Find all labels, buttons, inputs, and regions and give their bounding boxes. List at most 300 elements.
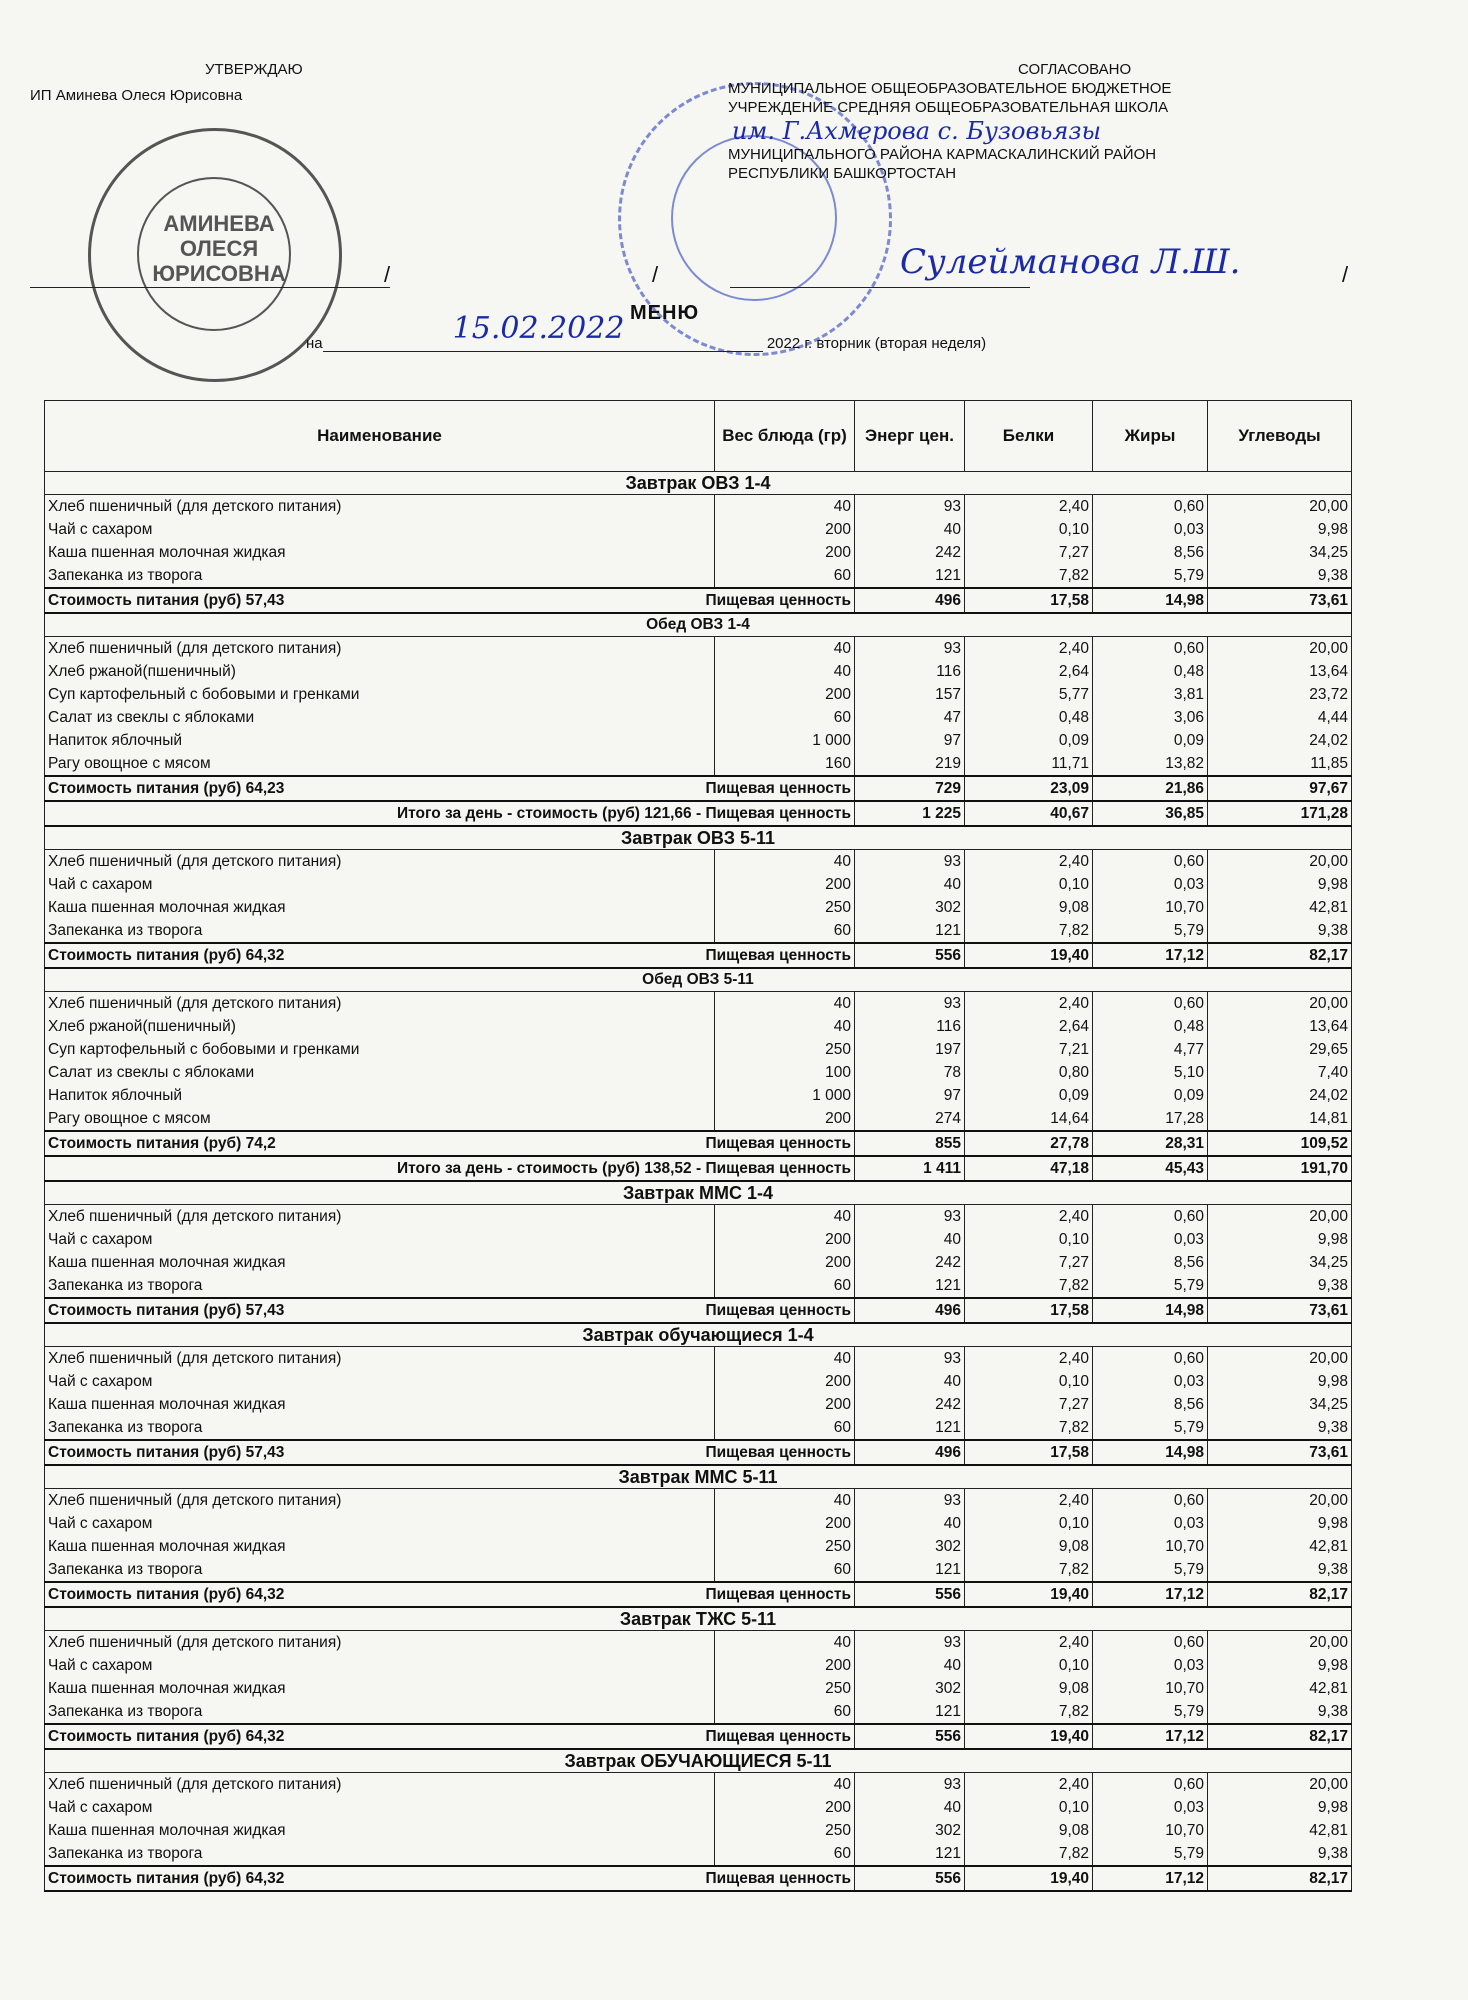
cell-value: 250 xyxy=(715,1535,855,1558)
col-header-energy: Энерг цен. xyxy=(855,401,965,472)
total-value: 17,58 xyxy=(965,1440,1093,1465)
nutrition-label: Пищевая ценность xyxy=(705,1443,851,1461)
cell-value: 60 xyxy=(715,1274,855,1298)
total-value: 17,12 xyxy=(1093,1582,1208,1607)
dish-name: Каша пшенная молочная жидкая xyxy=(45,1393,715,1416)
dish-name: Запеканка из творога xyxy=(45,564,715,588)
dish-name: Каша пшенная молочная жидкая xyxy=(45,896,715,919)
cell-value: 274 xyxy=(855,1107,965,1131)
cell-value: 60 xyxy=(715,1558,855,1582)
cell-value: 60 xyxy=(715,564,855,588)
cell-value: 200 xyxy=(715,1654,855,1677)
date-prefix: на xyxy=(306,335,323,352)
cell-value: 160 xyxy=(715,752,855,776)
cell-value: 40 xyxy=(715,992,855,1016)
table-row xyxy=(45,752,1352,776)
cell-value: 9,38 xyxy=(1208,1558,1352,1582)
cell-value: 1 000 xyxy=(715,1084,855,1107)
cell-value: 9,08 xyxy=(965,896,1093,919)
cell-value: 7,82 xyxy=(965,564,1093,588)
cell-value: 0,60 xyxy=(1093,850,1208,874)
signature: Сулейманова Л.Ш. xyxy=(900,242,1241,282)
cell-value: 40 xyxy=(715,495,855,519)
cell-value: 2,40 xyxy=(965,1631,1093,1655)
cell-value: 78 xyxy=(855,1061,965,1084)
cell-value: 9,38 xyxy=(1208,564,1352,588)
cell-value: 9,98 xyxy=(1208,518,1352,541)
cell-value: 7,27 xyxy=(965,1393,1093,1416)
nutrition-label: Пищевая ценность xyxy=(705,1134,851,1152)
cell-value: 0,60 xyxy=(1093,1347,1208,1371)
cell-value: 5,79 xyxy=(1093,919,1208,943)
cell-value: 0,10 xyxy=(965,518,1093,541)
cell-value: 7,27 xyxy=(965,541,1093,564)
dish-name: Напиток яблочный xyxy=(45,1084,715,1107)
cell-value: 0,60 xyxy=(1093,992,1208,1016)
cost-total-cell xyxy=(45,1131,855,1156)
day-total-value: 36,85 xyxy=(1093,801,1208,826)
cell-value: 9,38 xyxy=(1208,1416,1352,1440)
nutrition-label: Пищевая ценность xyxy=(705,591,851,609)
cell-value: 7,40 xyxy=(1208,1061,1352,1084)
cell-value: 40 xyxy=(715,1489,855,1513)
section-header-row xyxy=(45,1323,1352,1347)
cell-value: 5,79 xyxy=(1093,1558,1208,1582)
cell-value: 60 xyxy=(715,706,855,729)
cell-value: 11,71 xyxy=(965,752,1093,776)
cell-value: 7,82 xyxy=(965,1558,1093,1582)
dish-name: Каша пшенная молочная жидкая xyxy=(45,1251,715,1274)
cell-value: 2,64 xyxy=(965,1015,1093,1038)
table-row xyxy=(45,1393,1352,1416)
cell-value: 34,25 xyxy=(1208,1393,1352,1416)
cell-value: 116 xyxy=(855,660,965,683)
approve-title: УТВЕРЖДАЮ xyxy=(205,61,303,78)
date-suffix: 2022 г. вторник (вторая неделя) xyxy=(766,335,987,352)
dish-name: Суп картофельный с бобовыми и гренками xyxy=(45,1038,715,1061)
cell-value: 4,77 xyxy=(1093,1038,1208,1061)
agreed-line: МУНИЦИПАЛЬНОГО РАЙОНА КАРМАСКАЛИНСКИЙ РАЙОН xyxy=(728,146,1157,163)
agreed-line: УЧРЕЖДЕНИЕ СРЕДНЯЯ ОБЩЕОБРАЗОВАТЕЛЬНАЯ ШКОЛА xyxy=(728,99,1169,116)
cost-total-cell xyxy=(45,1866,855,1891)
cell-value: 200 xyxy=(715,1393,855,1416)
dish-name: Запеканка из творога xyxy=(45,1700,715,1724)
cell-value: 20,00 xyxy=(1208,992,1352,1016)
cell-value: 40 xyxy=(715,1631,855,1655)
cost-label: Стоимость питания (руб) 64,32 xyxy=(48,1585,285,1603)
day-total-value: 1 411 xyxy=(855,1156,965,1181)
table-row xyxy=(45,518,1352,541)
cell-value: 5,79 xyxy=(1093,564,1208,588)
cell-value: 7,82 xyxy=(965,1842,1093,1866)
table-row xyxy=(45,896,1352,919)
cost-total-row xyxy=(45,1866,1352,1891)
cell-value: 121 xyxy=(855,1842,965,1866)
dish-name: Запеканка из творога xyxy=(45,1416,715,1440)
cell-value: 0,03 xyxy=(1093,1512,1208,1535)
cell-value: 0,03 xyxy=(1093,518,1208,541)
dish-name: Салат из свеклы с яблоками xyxy=(45,706,715,729)
cell-value: 219 xyxy=(855,752,965,776)
cell-value: 10,70 xyxy=(1093,1535,1208,1558)
nutrition-label: Пищевая ценность xyxy=(705,1869,851,1887)
section-title: Завтрак ОБУЧАЮЩИЕСЯ 5-11 xyxy=(45,1749,1352,1773)
cell-value: 3,81 xyxy=(1093,683,1208,706)
cell-value: 100 xyxy=(715,1061,855,1084)
cell-value: 8,56 xyxy=(1093,1251,1208,1274)
section-title: Завтрак ММС 1-4 xyxy=(45,1181,1352,1205)
dish-name: Салат из свеклы с яблоками xyxy=(45,1061,715,1084)
cost-total-cell xyxy=(45,1724,855,1749)
dish-name: Хлеб пшеничный (для детского питания) xyxy=(45,1489,715,1513)
cell-value: 0,09 xyxy=(965,1084,1093,1107)
day-total-label: Итого за день - стоимость (руб) 138,52 - Пищевая ценность xyxy=(45,1156,855,1181)
cell-value: 93 xyxy=(855,1773,965,1797)
cost-total-row xyxy=(45,1131,1352,1156)
cost-total-row xyxy=(45,943,1352,968)
cell-value: 8,56 xyxy=(1093,1393,1208,1416)
total-value: 556 xyxy=(855,1724,965,1749)
cell-value: 121 xyxy=(855,1700,965,1724)
section-header-row xyxy=(45,826,1352,850)
dish-name: Хлеб пшеничный (для детского питания) xyxy=(45,1347,715,1371)
section-header-row xyxy=(45,1749,1352,1773)
cell-value: 242 xyxy=(855,541,965,564)
cost-total-cell xyxy=(45,943,855,968)
nutrition-label: Пищевая ценность xyxy=(705,1585,851,1603)
day-total-value: 1 225 xyxy=(855,801,965,826)
cell-value: 200 xyxy=(715,1796,855,1819)
total-value: 73,61 xyxy=(1208,588,1352,613)
section-title: Завтрак ТЖС 5-11 xyxy=(45,1607,1352,1631)
cell-value: 34,25 xyxy=(1208,541,1352,564)
dish-name: Каша пшенная молочная жидкая xyxy=(45,1819,715,1842)
dish-name: Запеканка из творога xyxy=(45,919,715,943)
dish-name: Хлеб ржаной(пшеничный) xyxy=(45,660,715,683)
cell-value: 40 xyxy=(715,1015,855,1038)
cost-label: Стоимость питания (руб) 57,43 xyxy=(48,1301,285,1319)
dish-name: Каша пшенная молочная жидкая xyxy=(45,1535,715,1558)
cell-value: 7,82 xyxy=(965,1416,1093,1440)
cell-value: 13,64 xyxy=(1208,1015,1352,1038)
cell-value: 0,03 xyxy=(1093,1370,1208,1393)
dish-name: Чай с сахаром xyxy=(45,1228,715,1251)
total-value: 28,31 xyxy=(1093,1131,1208,1156)
cell-value: 0,48 xyxy=(1093,660,1208,683)
total-value: 82,17 xyxy=(1208,1866,1352,1891)
agreed-line-handwritten: им. Г.Ахмерова с. Бузовьязы xyxy=(732,117,1102,145)
cell-value: 0,48 xyxy=(965,706,1093,729)
cell-value: 121 xyxy=(855,1416,965,1440)
section-header-row xyxy=(45,472,1352,495)
total-value: 496 xyxy=(855,1440,965,1465)
total-value: 73,61 xyxy=(1208,1298,1352,1323)
dish-name: Чай с сахаром xyxy=(45,518,715,541)
section-header-row xyxy=(45,968,1352,992)
cell-value: 11,85 xyxy=(1208,752,1352,776)
cell-value: 0,10 xyxy=(965,1796,1093,1819)
cell-value: 0,60 xyxy=(1093,1773,1208,1797)
cell-value: 121 xyxy=(855,1558,965,1582)
cell-value: 2,40 xyxy=(965,495,1093,519)
section-title: Завтрак ОВЗ 1-4 xyxy=(45,472,1352,495)
table-row xyxy=(45,1015,1352,1038)
seal-stamp-left xyxy=(88,128,342,382)
dish-name: Запеканка из творога xyxy=(45,1842,715,1866)
cell-value: 40 xyxy=(855,1512,965,1535)
table-row xyxy=(45,1677,1352,1700)
total-value: 23,09 xyxy=(965,776,1093,801)
table-row xyxy=(45,1489,1352,1513)
cell-value: 40 xyxy=(715,850,855,874)
table-row xyxy=(45,1107,1352,1131)
total-value: 556 xyxy=(855,943,965,968)
table-row xyxy=(45,1535,1352,1558)
cell-value: 5,10 xyxy=(1093,1061,1208,1084)
total-value: 855 xyxy=(855,1131,965,1156)
table-row xyxy=(45,1631,1352,1655)
cost-label: Стоимость питания (руб) 64,23 xyxy=(48,779,285,797)
cell-value: 200 xyxy=(715,1251,855,1274)
cell-value: 3,06 xyxy=(1093,706,1208,729)
section-title: Завтрак обучающиеся 1-4 xyxy=(45,1323,1352,1347)
cost-total-cell xyxy=(45,588,855,613)
cell-value: 242 xyxy=(855,1393,965,1416)
cell-value: 2,40 xyxy=(965,850,1093,874)
cell-value: 250 xyxy=(715,1677,855,1700)
cost-label: Стоимость питания (руб) 57,43 xyxy=(48,1443,285,1461)
cell-value: 10,70 xyxy=(1093,1819,1208,1842)
col-header-fat: Жиры xyxy=(1093,401,1208,472)
cell-value: 17,28 xyxy=(1093,1107,1208,1131)
dish-name: Хлеб пшеничный (для детского питания) xyxy=(45,992,715,1016)
day-total-label: Итого за день - стоимость (руб) 121,66 - Пищевая ценность xyxy=(45,801,855,826)
cell-value: 93 xyxy=(855,1631,965,1655)
cell-value: 5,79 xyxy=(1093,1274,1208,1298)
section-title: Завтрак ММС 5-11 xyxy=(45,1465,1352,1489)
cell-value: 9,08 xyxy=(965,1819,1093,1842)
agreed-line: РЕСПУБЛИКИ БАШКОРТОСТАН xyxy=(728,165,957,182)
cell-value: 9,98 xyxy=(1208,873,1352,896)
page-title: МЕНЮ xyxy=(630,302,700,324)
day-total-value: 40,67 xyxy=(965,801,1093,826)
cell-value: 0,09 xyxy=(1093,1084,1208,1107)
cell-value: 302 xyxy=(855,1677,965,1700)
day-total-row xyxy=(45,801,1352,826)
cell-value: 9,38 xyxy=(1208,1842,1352,1866)
table-row xyxy=(45,1084,1352,1107)
cell-value: 93 xyxy=(855,850,965,874)
cell-value: 13,64 xyxy=(1208,660,1352,683)
section-header-row xyxy=(45,1181,1352,1205)
dish-name: Рагу овощное с мясом xyxy=(45,752,715,776)
cell-value: 2,40 xyxy=(965,1773,1093,1797)
dish-name: Каша пшенная молочная жидкая xyxy=(45,541,715,564)
cell-value: 40 xyxy=(855,1796,965,1819)
cell-value: 40 xyxy=(715,637,855,661)
total-value: 17,58 xyxy=(965,588,1093,613)
cell-value: 116 xyxy=(855,1015,965,1038)
dish-name: Суп картофельный с бобовыми и гренками xyxy=(45,683,715,706)
table-row xyxy=(45,1819,1352,1842)
dish-name: Хлеб пшеничный (для детского питания) xyxy=(45,1205,715,1229)
total-value: 19,40 xyxy=(965,943,1093,968)
cell-value: 5,79 xyxy=(1093,1700,1208,1724)
cell-value: 5,79 xyxy=(1093,1842,1208,1866)
col-header-name: Наименование xyxy=(45,401,715,472)
dish-name: Чай с сахаром xyxy=(45,873,715,896)
cell-value: 0,10 xyxy=(965,873,1093,896)
cell-value: 0,48 xyxy=(1093,1015,1208,1038)
total-value: 82,17 xyxy=(1208,1724,1352,1749)
cell-value: 302 xyxy=(855,896,965,919)
table-row xyxy=(45,1274,1352,1298)
total-value: 82,17 xyxy=(1208,943,1352,968)
cell-value: 23,72 xyxy=(1208,683,1352,706)
cost-label: Стоимость питания (руб) 64,32 xyxy=(48,1869,285,1887)
table-row xyxy=(45,706,1352,729)
table-row xyxy=(45,1251,1352,1274)
nutrition-label: Пищевая ценность xyxy=(705,946,851,964)
cell-value: 4,44 xyxy=(1208,706,1352,729)
cost-total-row xyxy=(45,1298,1352,1323)
table-row xyxy=(45,1228,1352,1251)
dish-name: Чай с сахаром xyxy=(45,1654,715,1677)
cell-value: 14,64 xyxy=(965,1107,1093,1131)
menu-table xyxy=(44,400,1352,1892)
dish-name: Хлеб пшеничный (для детского питания) xyxy=(45,1773,715,1797)
day-total-value: 171,28 xyxy=(1208,801,1352,826)
signature-line-right xyxy=(730,287,1030,288)
cell-value: 93 xyxy=(855,1205,965,1229)
cell-value: 42,81 xyxy=(1208,1677,1352,1700)
cost-total-row xyxy=(45,1582,1352,1607)
section-header-row xyxy=(45,1465,1352,1489)
table-row xyxy=(45,660,1352,683)
slash: / xyxy=(1342,262,1349,287)
cell-value: 40 xyxy=(715,660,855,683)
total-value: 82,17 xyxy=(1208,1582,1352,1607)
cell-value: 9,38 xyxy=(1208,919,1352,943)
cell-value: 60 xyxy=(715,1416,855,1440)
cell-value: 20,00 xyxy=(1208,637,1352,661)
cell-value: 9,98 xyxy=(1208,1512,1352,1535)
cell-value: 157 xyxy=(855,683,965,706)
section-header-row xyxy=(45,1607,1352,1631)
cell-value: 42,81 xyxy=(1208,1535,1352,1558)
cell-value: 60 xyxy=(715,1842,855,1866)
cell-value: 60 xyxy=(715,1700,855,1724)
cell-value: 200 xyxy=(715,518,855,541)
cell-value: 9,38 xyxy=(1208,1700,1352,1724)
table-row xyxy=(45,1205,1352,1229)
dish-name: Напиток яблочный xyxy=(45,729,715,752)
cell-value: 1 000 xyxy=(715,729,855,752)
table-row xyxy=(45,873,1352,896)
cell-value: 121 xyxy=(855,919,965,943)
cell-value: 40 xyxy=(855,1654,965,1677)
cell-value: 2,40 xyxy=(965,1489,1093,1513)
cell-value: 97 xyxy=(855,1084,965,1107)
cell-value: 0,03 xyxy=(1093,1228,1208,1251)
cell-value: 2,40 xyxy=(965,1347,1093,1371)
table-header-row xyxy=(45,401,1352,472)
cell-value: 2,40 xyxy=(965,992,1093,1016)
total-value: 27,78 xyxy=(965,1131,1093,1156)
total-value: 17,12 xyxy=(1093,943,1208,968)
col-header-weight: Вес блюда (гр) xyxy=(715,401,855,472)
cost-label: Стоимость питания (руб) 64,32 xyxy=(48,1727,285,1745)
cell-value: 0,60 xyxy=(1093,1489,1208,1513)
slash: / xyxy=(384,262,391,287)
table-row xyxy=(45,1038,1352,1061)
table-row xyxy=(45,1796,1352,1819)
cell-value: 40 xyxy=(715,1205,855,1229)
approver-name: ИП Аминева Олеся Юрисовна xyxy=(30,87,243,104)
cell-value: 0,60 xyxy=(1093,495,1208,519)
cell-value: 93 xyxy=(855,1347,965,1371)
cell-value: 47 xyxy=(855,706,965,729)
cost-total-row xyxy=(45,1724,1352,1749)
agreed-block xyxy=(728,60,1288,183)
col-header-protein: Белки xyxy=(965,401,1093,472)
cell-value: 121 xyxy=(855,564,965,588)
cell-value: 5,77 xyxy=(965,683,1093,706)
cell-value: 9,08 xyxy=(965,1677,1093,1700)
table-row xyxy=(45,729,1352,752)
cell-value: 20,00 xyxy=(1208,1205,1352,1229)
total-value: 14,98 xyxy=(1093,588,1208,613)
cell-value: 0,10 xyxy=(965,1654,1093,1677)
cell-value: 93 xyxy=(855,637,965,661)
cell-value: 0,10 xyxy=(965,1228,1093,1251)
cell-value: 40 xyxy=(715,1773,855,1797)
cell-value: 9,98 xyxy=(1208,1796,1352,1819)
cell-value: 40 xyxy=(855,518,965,541)
cell-value: 40 xyxy=(855,873,965,896)
dish-name: Чай с сахаром xyxy=(45,1370,715,1393)
cell-value: 7,27 xyxy=(965,1251,1093,1274)
cell-value: 0,80 xyxy=(965,1061,1093,1084)
total-value: 14,98 xyxy=(1093,1298,1208,1323)
total-value: 556 xyxy=(855,1582,965,1607)
cell-value: 42,81 xyxy=(1208,896,1352,919)
total-value: 73,61 xyxy=(1208,1440,1352,1465)
cell-value: 40 xyxy=(715,1347,855,1371)
cell-value: 9,08 xyxy=(965,1535,1093,1558)
dish-name: Чай с сахаром xyxy=(45,1512,715,1535)
cell-value: 2,64 xyxy=(965,660,1093,683)
section-title: Обед ОВЗ 1-4 xyxy=(45,613,1352,637)
total-value: 19,40 xyxy=(965,1582,1093,1607)
cell-value: 200 xyxy=(715,1107,855,1131)
cell-value: 250 xyxy=(715,1819,855,1842)
cell-value: 93 xyxy=(855,495,965,519)
table-row xyxy=(45,1654,1352,1677)
table-row xyxy=(45,1061,1352,1084)
cost-total-row xyxy=(45,776,1352,801)
cell-value: 20,00 xyxy=(1208,1489,1352,1513)
date-value: 15.02.2022 xyxy=(452,311,625,346)
cell-value: 0,03 xyxy=(1093,873,1208,896)
cell-value: 7,82 xyxy=(965,1274,1093,1298)
dish-name: Хлеб ржаной(пшеничный) xyxy=(45,1015,715,1038)
cell-value: 9,98 xyxy=(1208,1654,1352,1677)
cost-label: Стоимость питания (руб) 74,2 xyxy=(48,1134,276,1152)
total-value: 556 xyxy=(855,1866,965,1891)
cost-total-cell xyxy=(45,1298,855,1323)
total-value: 17,12 xyxy=(1093,1724,1208,1749)
